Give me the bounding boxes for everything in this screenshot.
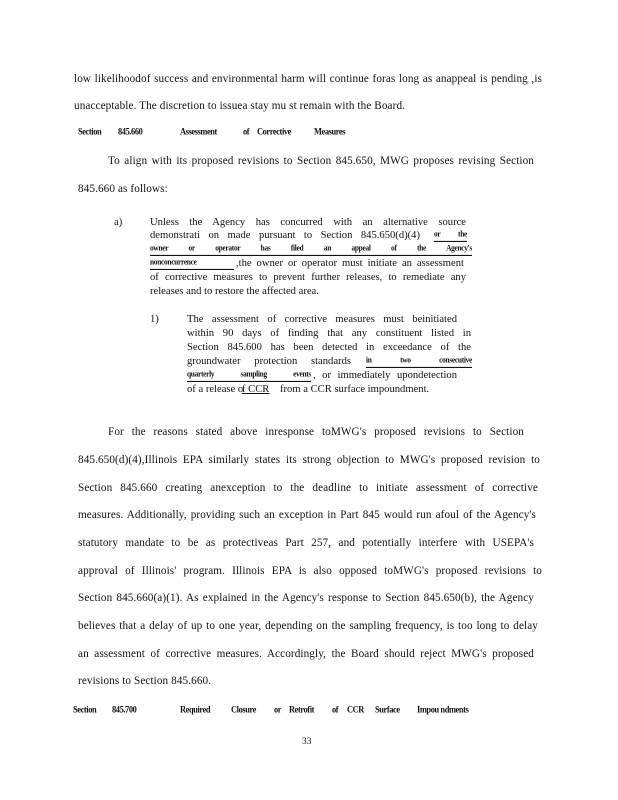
list-marker: a): [114, 217, 123, 228]
inserted-text: owner or operator has filed an appeal of the Agency's: [150, 242, 472, 256]
body-text-line: statutory mandate to be as protectiveas Part 257, and potentially interfere with USEPA's: [78, 537, 534, 549]
heading-title-word: Closure: [231, 704, 256, 715]
heading-title-word: Corrective: [257, 126, 291, 137]
section-heading: [78, 125, 378, 139]
heading-title-word: of: [332, 704, 339, 715]
heading-title-word: CCR: [347, 704, 364, 715]
rule-text-line: Unless the Agency has concurred with an alternative source: [150, 217, 466, 228]
body-text-line: revisions to Section 845.660.: [78, 675, 212, 687]
heading-section-word: Section: [78, 126, 102, 137]
inserted-text: f CCR: [242, 384, 270, 395]
heading-section-word: Section: [73, 704, 97, 715]
body-text-line: 845.650(d)(4),Illinois EPA similarly states its strong objection to MWG's proposed revision to: [78, 454, 540, 466]
rule-text-line: of a release o: [187, 384, 244, 395]
heading-title-word: Required: [180, 704, 211, 715]
rule-text-line: , or immediately upondetection: [313, 370, 457, 381]
rule-text-line: from a CCR surface impoundment.: [280, 384, 430, 395]
inserted-text: nonconcurrence: [150, 256, 234, 270]
heading-section-number: 845.660: [118, 126, 143, 137]
heading-title-word: Surface: [375, 704, 400, 715]
rule-text-line: releases and to restore the affected area.: [150, 286, 319, 297]
body-text-line: Section 845.660 creating anexception to the deadline to initiate assessment of corrective: [78, 482, 538, 494]
list-marker: 1): [150, 314, 159, 325]
body-text-line: believes that a delay of up to one year, depending on the sampling frequency, is too long to delay: [78, 620, 538, 632]
heading-title-word: Measures: [314, 126, 346, 137]
heading-title-word: of: [243, 126, 250, 137]
heading-section-number: 845.700: [112, 704, 137, 715]
body-text-line: low likelihoodof success and environmental harm will continue foras long as anappeal is pending ,is: [74, 73, 542, 85]
body-text-line: 845.660 as follows:: [78, 183, 168, 195]
heading-title-word: Impou ndments: [417, 704, 469, 715]
rule-text-line: within 90 days of finding that any constituent listed in: [187, 328, 471, 339]
body-text-line: approval of Illinois' program. Illinois EPA is also opposed toMWG's proposed revisions to: [78, 565, 542, 577]
body-text-line: measures. Additionally, providing such an exception in Part 845 would run afoul of the Agency's: [78, 509, 536, 521]
section-heading: [73, 703, 493, 717]
page-number: 33: [302, 737, 312, 747]
body-text-line: unacceptable. The discretion to issuea stay mu st remain with the Board.: [74, 100, 406, 112]
rule-text-line: demonstrati on made pursuant to Section 845.650(d)(4): [150, 230, 420, 241]
inserted-text: quarterly sampling events: [187, 368, 311, 382]
rule-text-line: Section 845.600 has been detected in exceedance of the: [187, 342, 471, 353]
rule-text-line: groundwater protection standards: [187, 356, 351, 367]
rule-text-line: The assessment of corrective measures must beinitiated: [187, 314, 457, 325]
rule-text-line: of corrective measures to prevent further releases, to remediate any: [150, 272, 466, 283]
body-text-line: For the reasons stated above inresponse toMWG's proposed revisions to Section: [108, 426, 524, 438]
heading-title-word: Retrofit: [289, 704, 315, 715]
body-text-line: To align with its proposed revisions to Section 845.650, MWG proposes revising Section: [108, 155, 534, 167]
heading-title-word: or: [274, 704, 282, 715]
body-text-line: Section 845.660(a)(1). As explained in the Agency's response to Section 845.650(b), the Agency: [78, 592, 534, 604]
inserted-text: or the: [434, 228, 467, 242]
rule-text-line: ,the owner or operator must initiate an assessment: [236, 258, 464, 269]
heading-title-word: Assessment: [180, 126, 217, 137]
inserted-text: in two consecutive: [366, 354, 472, 368]
body-text-line: an assessment of corrective measures. Accordingly, the Board should reject MWG's proposed: [78, 648, 534, 660]
